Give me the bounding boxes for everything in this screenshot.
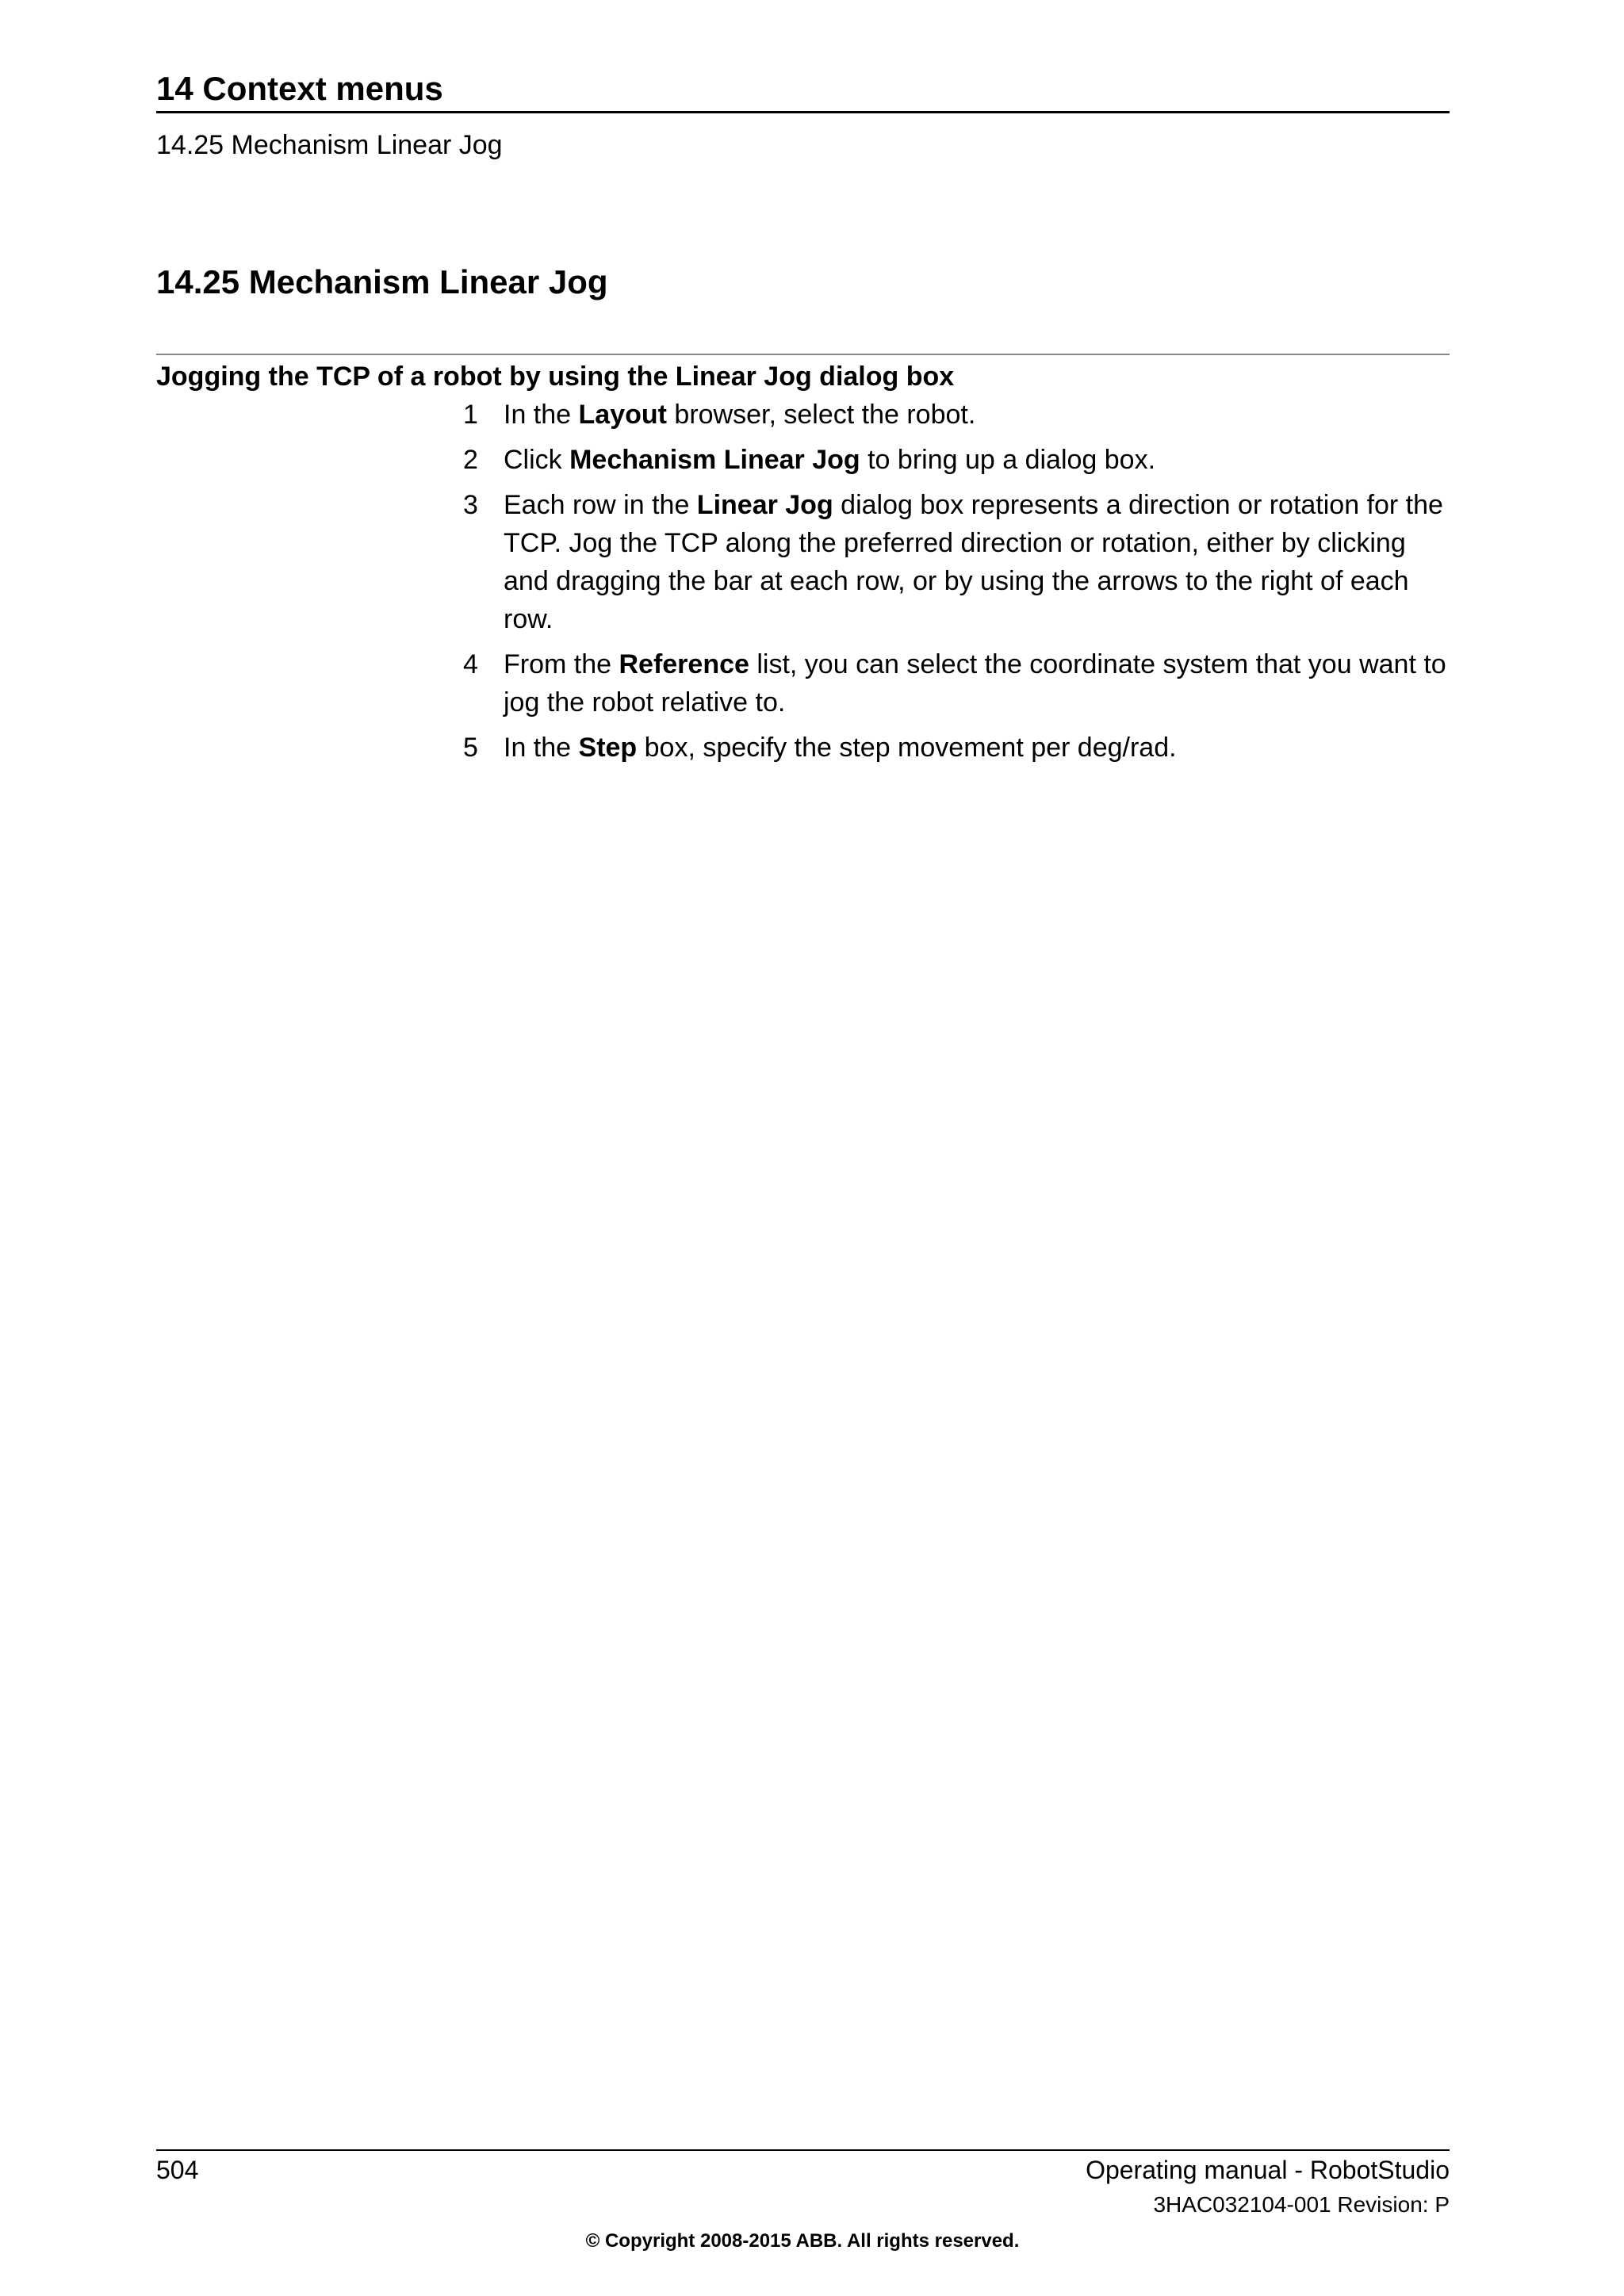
step-number: 4 xyxy=(463,649,478,679)
procedure-steps xyxy=(463,396,1454,774)
section-rule xyxy=(156,354,1450,355)
copyright-notice: © Copyright 2008-2015 ABB. All rights reserved. xyxy=(585,2230,1020,2252)
step-item xyxy=(463,486,1454,638)
chapter-title: 14 Context menus xyxy=(156,70,443,107)
step-text: From the Reference list, you can select the coordinate system that you want to jog the robot relative to. xyxy=(504,649,1446,718)
procedure-heading: Jogging the TCP of a robot by using the Linear Jog dialog box xyxy=(156,362,955,392)
step-text: Click Mechanism Linear Jog to bring up a dialog box. xyxy=(504,445,1156,475)
step-text: In the Step box, specify the step movement per deg/rad. xyxy=(504,733,1177,763)
step-number: 3 xyxy=(463,490,478,520)
step-item xyxy=(463,441,1454,479)
step-number: 2 xyxy=(463,445,478,475)
section-title: 14.25 Mechanism Linear Jog xyxy=(156,263,608,300)
step-number: 5 xyxy=(463,733,478,763)
step-text: Each row in the Linear Jog dialog box represents a direction or rotation for the TCP. Jog the TCP along the preferred direction or rotation, either by clicking and dragging the bar at each row, or by using the arrows to the right of each row. xyxy=(504,490,1443,634)
page-number: 504 xyxy=(156,2156,199,2184)
step-text: In the Layout browser, select the robot. xyxy=(504,400,976,430)
running-subtitle: 14.25 Mechanism Linear Jog xyxy=(156,130,503,160)
step-item xyxy=(463,645,1454,721)
step-item xyxy=(463,396,1454,434)
manual-title: Operating manual - RobotStudio xyxy=(1086,2156,1450,2184)
step-item xyxy=(463,729,1454,767)
footer-rule xyxy=(156,2149,1450,2151)
document-id: 3HAC032104-001 Revision: P xyxy=(1153,2192,1450,2217)
step-number: 1 xyxy=(463,400,478,430)
header-rule xyxy=(156,111,1450,113)
